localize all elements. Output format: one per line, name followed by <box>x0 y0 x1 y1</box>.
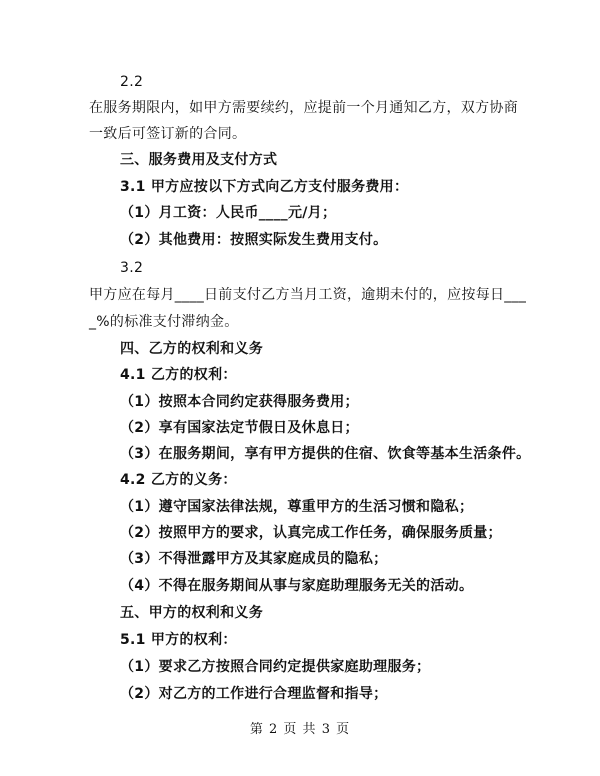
clause-3-1-item-1: （1）月工资：人民币____元/月； <box>120 205 337 221</box>
section-3-heading: 三、服务费用及支付方式 <box>120 152 278 168</box>
clause-4-1-item-2: （2）享有国家法定节假日及休息日； <box>120 420 359 436</box>
clause-2-2-text-line-1: 在服务期限内，如甲方需要续约，应提前一个月通知乙方，双方协商 <box>89 100 518 116</box>
section-4-heading: 四、乙方的权利和义务 <box>120 341 263 357</box>
clause-3-2-number: 3.2 <box>120 260 144 276</box>
clause-3-2-text-line-1: 甲方应在每月____日前支付乙方当月工资，逾期未付的，应按每日___ <box>89 287 527 303</box>
clause-3-1-item-2: （2）其他费用：按照实际发生费用支付。 <box>120 232 388 248</box>
page-number-footer: 第 2 页 共 3 页 <box>249 722 351 737</box>
clause-3-1: 3.1 甲方应按以下方式向乙方支付服务费用： <box>120 179 409 195</box>
clause-5-1-item-1: （1）要求乙方按照合同约定提供家庭助理服务； <box>120 659 431 675</box>
section-5-heading: 五、甲方的权利和义务 <box>120 605 263 621</box>
clause-4-2-item-3: （3）不得泄露甲方及其家庭成员的隐私； <box>120 551 388 567</box>
clause-4-2-item-1: （1）遵守国家法律法规，尊重甲方的生活习惯和隐私； <box>120 499 474 515</box>
clause-4-2-item-2: （2）按照甲方的要求，认真完成工作任务，确保服务质量； <box>120 525 502 541</box>
clause-4-1-item-1: （1）按照本合同约定获得服务费用； <box>120 394 359 410</box>
clause-3-2-text-line-2: _%的标准支付滞纳金。 <box>89 314 239 330</box>
clause-2-2-text-line-2: 一致后可签订新的合同。 <box>89 126 247 142</box>
clause-4-2: 4.2 乙方的义务： <box>120 472 237 488</box>
clause-4-1: 4.1 乙方的权利： <box>120 367 237 383</box>
clause-2-2-number: 2.2 <box>120 74 144 90</box>
clause-4-1-item-3: （3）在服务期间，享有甲方提供的住宿、饮食等基本生活条件。 <box>120 446 531 462</box>
clause-5-1: 5.1 甲方的权利： <box>120 632 237 648</box>
clause-4-2-item-4: （4）不得在服务期间从事与家庭助理服务无关的活动。 <box>120 578 474 594</box>
clause-5-1-item-2: （2）对乙方的工作进行合理监督和指导； <box>120 686 388 702</box>
